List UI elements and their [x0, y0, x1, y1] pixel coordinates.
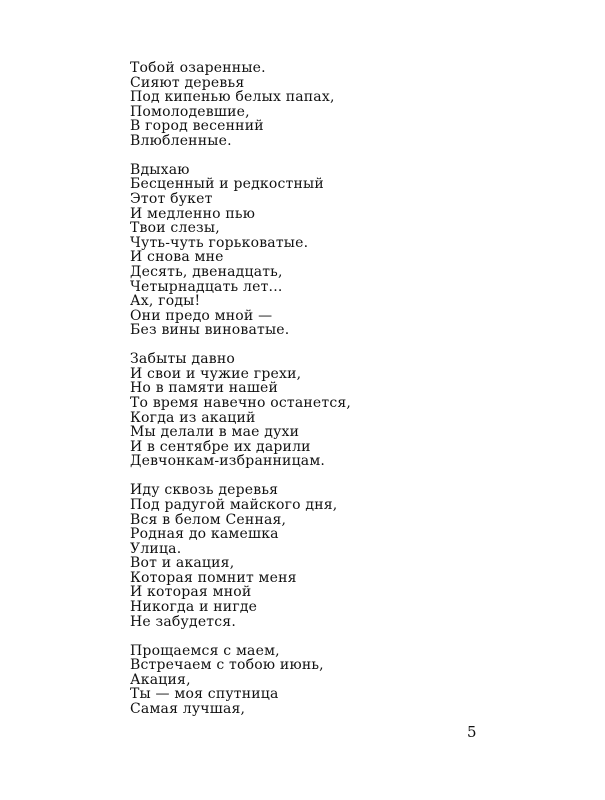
- poem-line: То время навечно останется,: [130, 395, 352, 412]
- poem-line: Но в памяти нашей: [130, 380, 279, 397]
- poem-line: И которая мной: [130, 584, 252, 601]
- poem-line: Иду сквозь деревья: [130, 482, 279, 499]
- stanza-2: [130, 163, 580, 338]
- poem-line: Когда из акаций: [130, 409, 256, 426]
- poem-line: Забыты давно: [130, 351, 235, 368]
- poem-line: Вся в белом Сенная,: [130, 511, 287, 528]
- poem-line: Они предо мной —: [130, 307, 273, 324]
- poem-line: Улица.: [130, 540, 182, 557]
- poem-line: Этот букет: [130, 191, 213, 208]
- poem-line: Чуть-чуть горьковатые.: [130, 234, 309, 251]
- poem-line: Не забудется.: [130, 613, 236, 630]
- poem-line: Под радугой майского дня,: [130, 496, 338, 513]
- poem-line: Девчонкам-избранницам.: [130, 453, 326, 470]
- poem-line: Вдыхаю: [130, 161, 190, 178]
- stanza-5: [130, 644, 580, 717]
- poem-line: Твои слезы,: [130, 220, 220, 237]
- stanza-1: [130, 61, 580, 149]
- poem-line: Без вины виноватые.: [130, 322, 290, 339]
- poem-line: В город весенний: [130, 118, 264, 135]
- poem-line: Акация,: [130, 671, 191, 688]
- poem-line: Десять, двенадцать,: [130, 264, 283, 281]
- poem-line: Бесценный и редкостный: [130, 176, 324, 193]
- page-number: 5: [467, 723, 477, 741]
- poem-line: Влюбленные.: [130, 132, 232, 149]
- poem-line: Тобой озаренные.: [130, 60, 266, 76]
- poem-line: Ах, годы!: [130, 293, 201, 310]
- poem-line: И в сентябре их дарили: [130, 438, 311, 455]
- poem-line: И свои и чужие грехи,: [130, 365, 302, 382]
- poem-line: Под кипенью белых папах,: [130, 89, 335, 106]
- poem-line: Четырнадцать лет...: [130, 278, 283, 295]
- poem-line: Самая лучшая,: [130, 700, 246, 717]
- poem-line: Ты — моя спутница: [130, 686, 279, 703]
- poem-line: И медленно пью: [130, 205, 256, 222]
- poem-line: Которая помнит меня: [130, 569, 297, 586]
- poem-line: Мы делали в мае духи: [130, 424, 300, 441]
- poem-line: Помолодевшие,: [130, 103, 250, 120]
- poem-line: Родная до камешка: [130, 526, 279, 543]
- poem-line: Встречаем с тобою июнь,: [130, 657, 324, 674]
- poem-line: Вот и акация,: [130, 555, 235, 572]
- poem-line: Никогда и нигде: [130, 599, 258, 616]
- stanza-3: [130, 352, 580, 469]
- poem-line: Сияют деревья: [130, 74, 245, 91]
- poem-line: Прощаемся с маем,: [130, 642, 280, 659]
- poem-line: И снова мне: [130, 249, 224, 266]
- poem-body: [130, 61, 580, 717]
- stanza-4: [130, 483, 580, 629]
